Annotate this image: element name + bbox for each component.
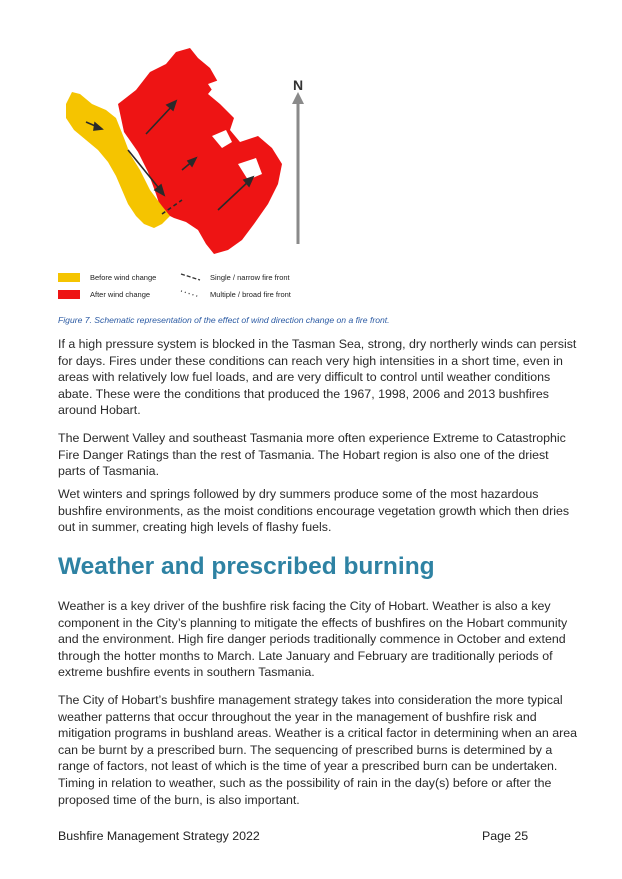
- legend-item-after: [58, 288, 150, 300]
- figure-caption: Figure 7. Schematic representation of the effect of wind direction change on a fire front.: [58, 315, 390, 325]
- after-wind-change-area: [118, 48, 282, 254]
- before-swatch: [58, 273, 80, 282]
- legend-label: After wind change: [90, 289, 151, 299]
- fire-front-figure: [58, 44, 318, 306]
- footer-title: Bushfire Management Strategy 2022: [58, 829, 260, 843]
- legend-item-single-front: [180, 271, 290, 283]
- fire-spread-diagram: [58, 44, 318, 268]
- north-label: N: [292, 77, 304, 93]
- paragraph: Wet winters and springs followed by dry summers produce some of the most hazardous bushfire environments, as the moist conditions encourage vegetation growth which then dries out in summer, creating high levels of flashy fuels.: [58, 487, 570, 535]
- paragraph: Weather is a key driver of the bushfire risk facing the City of Hobart. Weather is also a key component in the City’s planning to mitigate the effects of bushfires on the Hobart community and the environment. High fire danger periods traditionally commence in October and extend through the hotter months to March. Late January and February are traditionally periods of extreme bushfire events in southern Tasmania.: [58, 599, 568, 680]
- legend-item-before: [58, 271, 156, 283]
- legend-item-multiple-front: [180, 288, 291, 300]
- legend-label: Multiple / broad fire front: [210, 289, 291, 299]
- section-heading: Weather and prescribed burning: [58, 553, 435, 580]
- paragraph: The Derwent Valley and southeast Tasmania more often experience Extreme to Catastrophic Fire Danger Ratings than the rest of Tasmania. The Hobart region is also one of the driest parts of Tasmania.: [58, 431, 566, 479]
- legend-label: Before wind change: [90, 272, 157, 282]
- legend-label: Single / narrow fire front: [210, 272, 290, 282]
- north-arrow: [292, 92, 304, 244]
- dashed-line-icon: [180, 272, 202, 282]
- page-number: Page 25: [482, 829, 529, 843]
- dotted-line-icon: [180, 289, 202, 299]
- paragraph: If a high pressure system is blocked in the Tasman Sea, strong, dry northerly winds can persist for days. Fires under these conditions can reach very high intensities in a short time, even in areas with relatively low fuel loads, and are very difficult to control until weather conditions abate. These were the conditions that produced the 1967, 1998, 2006 and 2013 bushfires around Hobart.: [58, 337, 577, 418]
- paragraph: The City of Hobart’s bushfire management strategy takes into consideration the more typical weather patterns that occur throughout the year in the management of bushfire risk and mitigation programs in bushland areas. Weather is a critical factor in determining when an area can be burnt by a prescribed burn. The sequencing of prescribed burns is determined by a range of factors, not least of which is the time of year a prescribed burn can be undertaken. Timing in relation to weather, such as the possibility of rain in the day(s) before or after the proposed time of the burn, is also important.: [58, 693, 578, 807]
- after-swatch: [58, 290, 80, 299]
